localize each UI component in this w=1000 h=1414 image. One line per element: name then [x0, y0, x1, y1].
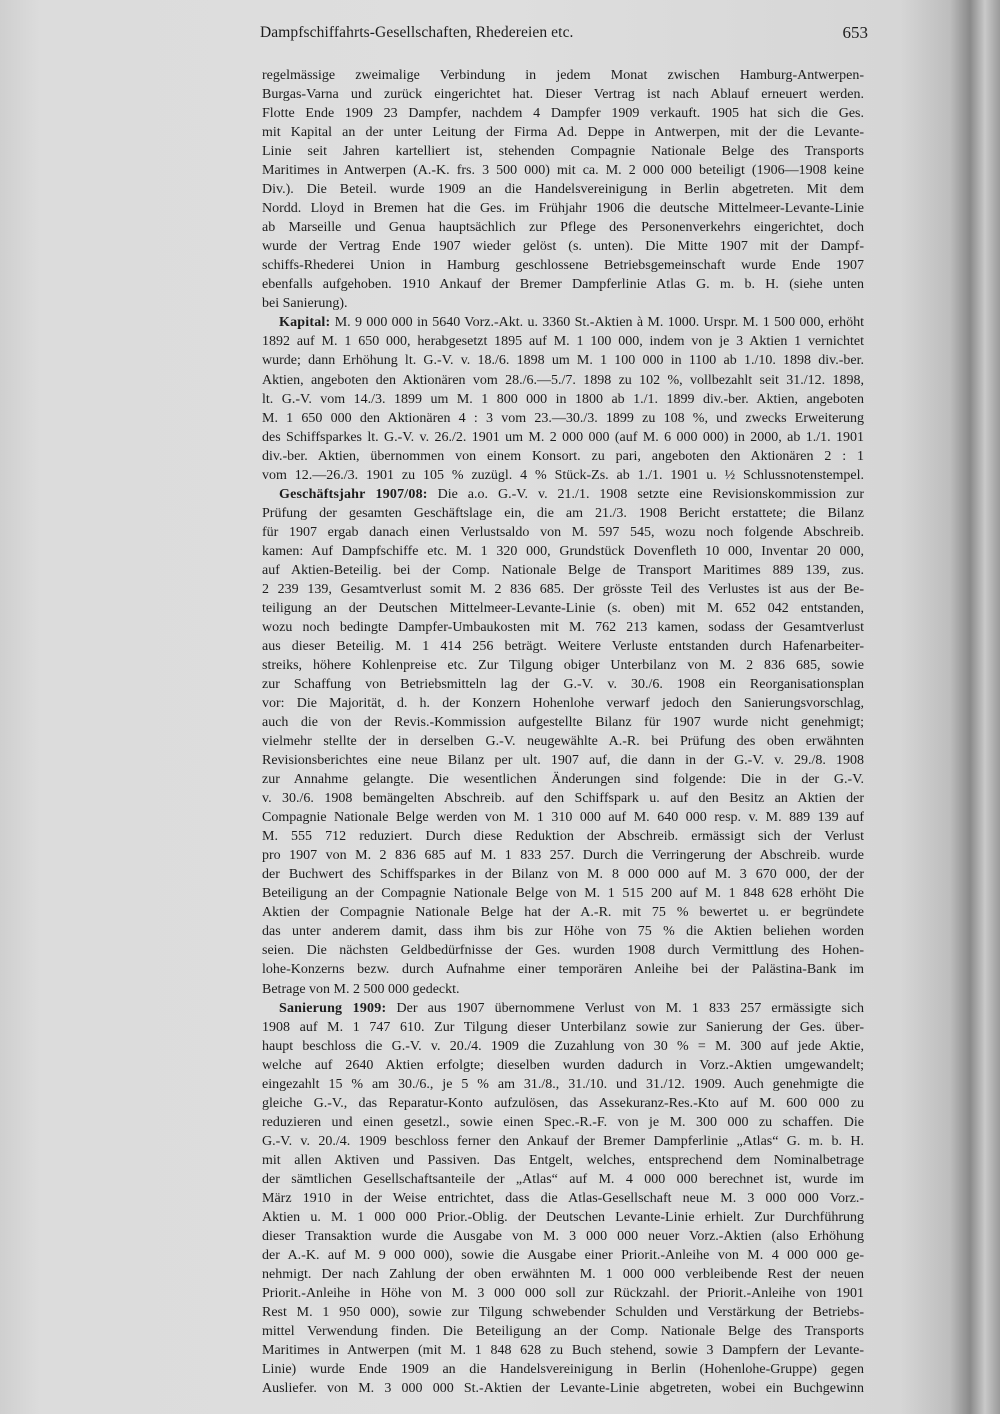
line-text: gleiche G.-V., das Reparatur-Konto aufzulösen, das Assekuranz-Res.-Kto auf M. 600 000 zu	[262, 1095, 864, 1111]
line-text: nehmigt. Der nach Zahlung der oben erwähnten M. 1 000 000 verbleibende Rest der neuen	[262, 1266, 864, 1282]
text-line	[262, 237, 864, 256]
line-text: März 1910 in der Weise entrichtet, dass die Atlas-Gesellschaft neue M. 3 000 000 Vorz.-	[262, 1190, 864, 1206]
text-line	[262, 580, 864, 599]
text-line	[262, 351, 864, 370]
text-line	[262, 199, 864, 218]
text-line	[262, 713, 864, 732]
line-text: M. 1 650 000 den Aktionären 4 : 3 vom 23.—30./3. 1899 zu 108 %, und zwecks Erweiterung	[262, 410, 864, 426]
line-text: Maritimes in Antwerpen (A.-K. frs. 3 500 000) mit ca. M. 2 000 000 beteiligt (1906—1908 keine	[262, 163, 864, 179]
text-line	[262, 409, 864, 428]
text-line	[262, 123, 864, 142]
text-line	[262, 218, 864, 237]
line-text: welche auf 2640 Aktien erfolgte; dieselben wurden dadurch in Vorz.-Aktien umgewandelt;	[262, 1057, 864, 1073]
line-text: reduzieren und einen gesetzl., sowie einen Spec.-R.-F. von je M. 300 000 zu schaffen. Die	[262, 1114, 864, 1130]
text-line	[262, 275, 864, 294]
text-line	[262, 1075, 864, 1094]
line-text: aus dieser Beteilig. M. 1 414 256 beträgt. Weitere Verluste entstanden durch Hafenarbeiter-	[262, 638, 864, 654]
text-line	[262, 618, 864, 637]
text-line	[262, 542, 864, 561]
text-line	[262, 161, 864, 180]
text-line	[262, 884, 864, 903]
line-text: dieser Transaktion wurde die Ausgabe von M. 3 000 000 neuer Vorz.-Aktien (also Erhöhung	[262, 1228, 864, 1244]
text-line	[262, 1037, 864, 1056]
line-text: schiffs-Rhederei Union in Hamburg geschlossene Betriebsgemeinschaft wurde Ende 1907	[262, 258, 864, 274]
text-line	[262, 142, 864, 161]
line-text: div.-ber. Aktien, übernommen von einem Konsort. zu pari, angeboten den Aktionären 2 : 1	[262, 448, 864, 464]
line-text: G.-V. v. 20./4. 1909 beschloss ferner den Ankauf der Bremer Dampferlinie „Atlas“ G. m. b. H.	[262, 1133, 864, 1149]
line-text: Linie seit Jahren kartelliert ist, stehenden Compagnie Nationale Belge des Transports	[262, 144, 864, 160]
text-line	[262, 523, 864, 542]
line-text: Prüfung der gesamten Geschäftslage ein, die am 21./3. 1908 Bericht erstattete; die Bilanz	[262, 505, 864, 521]
line-text: mit allen Aktiven und Passiven. Das Entgelt, welches, entsprechend dem Nominalbetrage	[262, 1152, 864, 1168]
line-text: ebenfalls aufgehoben. 1910 Ankauf der Bremer Dampferlinie Atlas G. m. b. H. (siehe unten	[262, 277, 864, 293]
line-text: kamen: Auf Dampfschiffe etc. M. 1 320 000, Grundstück Dovenfleth 10 000, Inventar 20 000,	[262, 543, 864, 559]
line-text: das unter anderem damit, dass ihm bis zur Höhe von 75 % die Aktien beliehen worden	[262, 924, 864, 940]
line-text: Burgas-Varna und zurück eingerichtet hat. Dieser Vertrag ist nach Ablauf erneuert werden.	[262, 87, 864, 103]
line-text: des Schiffsparkes lt. G.-V. v. 26./2. 1901 um M. 2 000 000 (auf M. 6 000 000) in 2000, ab 1./1. 1901	[262, 429, 864, 445]
line-text: mittel Verwendung finden. Die Beteiligung an der Comp. Nationale Belge des Transports	[262, 1324, 864, 1340]
body-text	[262, 66, 864, 1398]
running-head-title: Dampfschiffahrts-Gesellschaften, Rhedereien etc.	[260, 24, 574, 41]
text-line	[262, 180, 864, 199]
line-text: regelmässige zweimalige Verbindung in jedem Monat zwischen Hamburg-Antwerpen-	[262, 68, 864, 83]
line-text: Priorit.-Anleihe in Höhe von M. 3 000 000 soll zur Rückzahl. der Priorit.-Anleihe von 1901	[262, 1286, 864, 1301]
text-line	[262, 865, 864, 884]
line-text: Div.). Die Beteil. wurde 1909 an die Handelsvereinigung in Berlin abgetreten. Mit dem	[262, 182, 864, 198]
text-line	[262, 808, 864, 827]
text-line	[262, 827, 864, 846]
text-line	[262, 1360, 864, 1379]
line-text: Nordd. Lloyd in Bremen hat die Ges. im Frühjahr 1906 die deutsche Mittelmeer-Levante-Linie	[262, 201, 864, 217]
line-text: für 1907 ergab danach einen Verlustsaldo von M. 597 545, wozu noch folgende Abschreib.	[262, 524, 864, 540]
section-lead: Sanierung 1909:	[279, 1000, 387, 1016]
text-line	[262, 256, 864, 275]
line-text: Aktien der Compagnie Nationale Belge hat der A.-R. mit 75 % bewertet u. er begründete	[262, 905, 864, 921]
line-text: haupt beschloss die G.-V. v. 20./4. 1909 die Zuzahlung von 30 % = M. 300 auf jede Aktie,	[262, 1038, 864, 1054]
line-text: Flotte Ende 1909 23 Dampfer, nachdem 4 Dampfer 1909 verkauft. 1905 hat sich die Ges.	[262, 106, 864, 122]
line-text: Rest M. 1 950 000), sowie zur Tilgung schwebender Schulden und Verstärkung der Betriebs-	[262, 1305, 864, 1321]
text-line	[262, 332, 864, 351]
running-head	[258, 24, 868, 46]
text-line	[262, 561, 864, 580]
line-text: der Buchwert des Schiffsparkes in der Bilanz von M. 8 000 000 auf M. 3 670 000, der der	[262, 867, 864, 883]
text-line	[262, 1227, 864, 1246]
line-text: der A.-K. auf M. 9 000 000), sowie die Ausgabe einer Priorit.-Anleihe von M. 4 000 000 ge-	[262, 1247, 864, 1263]
text-line	[262, 770, 864, 789]
text-line	[262, 1018, 864, 1037]
line-text: pro 1907 von M. 2 836 685 auf M. 1 833 257. Durch die Verringerung der Abschreib. wurde	[262, 848, 864, 864]
line-text: M. 555 712 reduziert. Durch diese Reduktion der Abschreib. ermässigt sich der Verlust	[262, 829, 864, 845]
text-line	[262, 104, 864, 123]
line-text: wozu noch bedingte Dampfer-Umbaukosten mit M. 762 213 kamen, sodass der Gesamtverlust	[262, 619, 864, 635]
line-text: vom 12.—26./3. 1901 zu 105 % zuzügl. 4 % Stück-Zs. ab 1./1. 1901 u. ½ Schlussnotenstempel.	[262, 467, 864, 483]
text-line	[262, 922, 864, 941]
text-line	[262, 1113, 864, 1132]
text-line	[262, 656, 864, 675]
line-text: 1892 auf M. 1 650 000, herabgesetzt 1895 auf M. 1 100 000, indem von je 3 Aktien 1 vernichtet	[262, 334, 864, 350]
line-text: v. 30./6. 1908 bemängelten Abschreib. auf den Schiffspark u. auf den Besitz an Aktien der	[262, 791, 864, 807]
text-line	[262, 504, 864, 523]
text-line	[262, 1246, 864, 1265]
line-text: Ausliefer. von M. 3 000 000 St.-Aktien der Levante-Linie abgetreten, wobei ein Buchgewinn	[262, 1381, 864, 1397]
line-text: auch die von der Revis.-Kommission aufgestellte Bilanz für 1907 wurde nicht genehmigt;	[262, 715, 864, 731]
text-line	[262, 1341, 864, 1360]
text-line	[262, 1170, 864, 1189]
line-text: Maritimes in Antwerpen (mit M. 1 848 628 zu Buch stehend, sowie 3 Dampfern der Levante-	[262, 1343, 864, 1359]
text-line	[262, 789, 864, 808]
line-text: Linie) wurde Ende 1909 an die Handelsvereinigung in Berlin (Hohenlohe-Gruppe) gegen	[262, 1362, 864, 1378]
line-text: auf Aktien-Beteilig. bei der Comp. Nationale Belge de Transport Maritimes 889 139, zus.	[262, 562, 864, 578]
text-line	[262, 1151, 864, 1170]
text-line	[262, 1379, 864, 1398]
section-heading-line	[262, 313, 864, 332]
text-line	[262, 846, 864, 865]
line-text: zur Schaffung von Betriebsmitteln lag der G.-V. v. 30./6. 1908 ein Reorganisationsplan	[262, 677, 864, 692]
text-line	[262, 675, 864, 694]
text-line	[262, 1284, 864, 1303]
line-text: vor: Die Majorität, d. h. der Konzern Hohenlohe verwarf jedoch den Sanierungsvorschlag,	[262, 696, 864, 712]
line-text: lohe-Konzerns bezw. durch Aufnahme einer temporären Anleihe bei der Palästina-Bank im	[262, 962, 864, 978]
line-text: vielmehr stellte der in derselben G.-V. neugewählte A.-R. bei Prüfung des oben erwähnten	[262, 734, 864, 750]
text-line	[262, 1056, 864, 1075]
page-number: 653	[842, 23, 868, 42]
section-lead: Kapital:	[279, 315, 331, 331]
line-text: Die a.o. G.-V. v. 21./1. 1908 setzte eine Revisionskommission zur	[427, 486, 864, 502]
line-text: Revisionsberichtes eine neue Bilanz per ult. 1907 auf, die dann in der G.-V. v. 29./8. 1908	[262, 753, 864, 769]
line-text: 1908 auf M. 1 747 610. Zur Tilgung dieser Unterbilanz sowie zur Sanierung der Ges. über-	[262, 1019, 864, 1035]
text-line	[262, 390, 864, 409]
line-text: teiligung an der Deutschen Mittelmeer-Levante-Linie (s. oben) mit M. 652 042 entstanden,	[262, 600, 864, 616]
line-text: bei Sanierung).	[262, 296, 348, 312]
text-line	[262, 1303, 864, 1322]
line-text: eingezahlt 15 % am 30./6., je 5 % am 31./8., 31./10. und 31./12. 1909. Auch genehmigte die	[262, 1076, 864, 1092]
text-line	[262, 294, 864, 313]
line-text: ab Marseille und Genua hauptsächlich zur Pflege des Personenverkehrs eingerichtet, doch	[262, 220, 864, 236]
line-text: Aktien u. M. 1 000 000 Prior.-Oblig. der Deutschen Levante-Linie erhielt. Zur Durchführung	[262, 1209, 864, 1225]
text-line	[262, 1208, 864, 1227]
line-text: M. 9 000 000 in 5640 Vorz.-Akt. u. 3360 St.-Aktien à M. 1000. Urspr. M. 1 500 000, erhöht	[330, 315, 864, 331]
line-text: lt. G.-V. vom 14./3. 1899 um M. 1 800 000 in 1800 ab 1./1. 1899 div.-ber. Aktien, angeboten	[262, 391, 864, 407]
line-text: wurde der Vertrag Ende 1907 wieder gelöst (s. unten). Die Mitte 1907 mit der Dampf-	[262, 239, 864, 255]
text-line	[262, 1322, 864, 1341]
text-line	[262, 980, 864, 999]
text-line	[262, 751, 864, 770]
text-line	[262, 637, 864, 656]
text-line	[262, 599, 864, 618]
text-line	[262, 960, 864, 979]
line-text: Aktien, angeboten den Aktionären vom 28./6.—5./7. 1898 zu 102 %, vollbezahlt seit 31./12. 1898,	[262, 372, 864, 388]
line-text: wurde; dann Erhöhung lt. G.-V. v. 18./6. 1898 um M. 1 100 000 in 1100 ab 1./10. 1898 div.-ber.	[262, 353, 864, 369]
line-text: zur Annahme gelangte. Die wesentlichen Änderungen sind folgende: Die in der G.-V.	[262, 772, 864, 788]
section-heading-line	[262, 999, 864, 1018]
text-line	[262, 1132, 864, 1151]
text-line	[262, 694, 864, 713]
text-line	[262, 1189, 864, 1208]
line-text: streiks, höhere Kohlenpreise etc. Zur Tilgung obiger Unterbilanz von M. 2 836 685, sowie	[262, 657, 864, 673]
text-line	[262, 903, 864, 922]
text-line	[262, 732, 864, 751]
line-text: 2 239 139, Gesamtverlust somit M. 2 836 685. Der grösste Teil des Verlustes ist aus der Be-	[262, 581, 864, 597]
text-line	[262, 466, 864, 485]
text-line	[262, 66, 864, 85]
section-lead: Geschäftsjahr 1907/08:	[279, 486, 428, 502]
line-text: Beteiligung an der Compagnie Nationale Belge von M. 1 515 200 auf M. 1 848 628 erhöht Die	[262, 886, 864, 902]
text-line	[262, 447, 864, 466]
line-text: mit Kapital an der unter Leitung der Firma Ad. Deppe in Antwerpen, mit der die Levante-	[262, 125, 864, 141]
line-text: Der aus 1907 übernommene Verlust von M. 1 833 257 ermässigte sich	[386, 1000, 864, 1016]
text-line	[262, 1265, 864, 1284]
text-line	[262, 1094, 864, 1113]
line-text: Betrage von M. 2 500 000 gedeckt.	[262, 981, 460, 997]
section-heading-line	[262, 485, 864, 504]
text-line	[262, 85, 864, 104]
line-text: der sämtlichen Gesellschaftsanteile der „Atlas“ auf M. 4 000 000 berechnet ist, wurde im	[262, 1171, 864, 1187]
line-text: Compagnie Nationale Belge werden von M. 1 310 000 auf M. 640 000 resp. v. M. 889 139 auf	[262, 810, 864, 826]
text-line	[262, 371, 864, 390]
text-line	[262, 941, 864, 960]
line-text: seien. Die nächsten Geldbedürfnisse der Ges. wurden 1908 durch Vermittlung des Hohen-	[262, 943, 864, 959]
text-line	[262, 428, 864, 447]
